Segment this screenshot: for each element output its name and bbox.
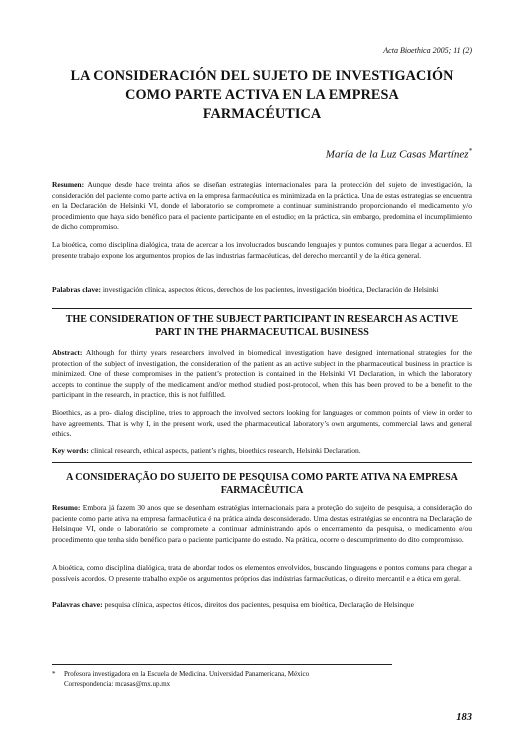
footnote-correspondence: Correspondencia: mcasas@mx.up.mx (64, 679, 171, 688)
abstract-en-label: Abstract: (52, 348, 83, 357)
footnote-mark: * (52, 670, 56, 678)
keywords-pt-label: Palavras chave: (52, 600, 103, 609)
abstract-en-text: Although for thirty years researchers involved in biomedical investigation have designed international strategies for the protection of the subject of investigation, the consideration of the patient as an active subject in the pharmaceutical business in practice is minimized. One of these compromises in the patient’s protection is contained in the Helsinki VI Declaration, in which the laboratory accepts to continue the supply of the medicament and/or method studied post-protocol, when this has been proved to be a benefit to the participant in the research, in practice, this is not fulfilled. (52, 348, 472, 400)
footnote-affiliation: Profesora investigadora en la Escuela de Medicina. Universidad Panamericana, México (64, 670, 310, 678)
paper-title: LA CONSIDERACIÓN DEL SUJETO DE INVESTIGACIÓN COMO PARTE ACTIVA EN LA EMPRESA FARMACÉUTICA (70, 68, 454, 122)
section-divider-en (52, 308, 472, 309)
author-name: María de la Luz Casas Martínez (325, 148, 469, 161)
footnote-rule (52, 664, 392, 665)
title-pt: A CONSIDERAÇÃO DO SUJEITO DE PESQUISA COMO PARTE ATIVA NA EMPRESA FARMACÊUTICA (66, 472, 458, 496)
keywords-en-text: clinical research, ethical aspects, patient’s rights, bioethics research, Helsinki Declaration. (88, 446, 361, 455)
abstract-pt-2: A bioética, como disciplina dialógica, trata de abordar todos os elementos envolvidos, buscando linguagens e pontos comuns para chegar a possíveis acordos. O presente trabalho expõe os argumentos próprios das indústrias farmacêuticas, o direito mercantil e a ética em geral. (52, 563, 472, 583)
abstract-es-2: La bioética, como disciplina dialógica, trata de acercar a los involucrados buscando lenguajes y puntos comunes para llegar a acuerdos. El presente trabajo expone los argumentos propios de las industrias farmacéuticas, del derecho mercantil y de la ética general. (52, 240, 472, 260)
keywords-es-text: investigación clínica, aspectos éticos, derechos de los pacientes, investigación bioética, Declaración de Helsinki (100, 285, 439, 294)
abstract-pt (52, 503, 472, 545)
title-en: THE CONSIDERATION OF THE SUBJECT PARTICIPANT IN RESEARCH AS ACTIVE PART IN THE PHARMACEUTICAL BUSINESS (65, 314, 459, 338)
abstract-es-text: Aunque desde hace treinta años se diseñan estrategias internacionales para la protección del sujeto de investigación, la consideración del paciente como parte activa en la empresa farmacéutica es minimizada en la práctica. Una de estas estrategias se encuentra en la Declaración de Helsinki VI, donde el laboratorio se compromete a continuar suministrando proporcionando el medicamento y/o procedimiento que haya sido benéfico para el paciente participante en el estudio; en la práctica, sin embargo, predomina el incumplimiento de dicho compromiso. (52, 180, 472, 232)
abstract-pt-text: Embora já fazem 30 anos que se desenham estratégias internacionais para a proteção do sujeito de pesquisa, a consideração do paciente como parte ativa na empresa farmacêutica é na prática ainda desconsiderado. Uma destas estratégias se encontra na Declaração de Helsinque VI, onde o laboratório se compromete a continuar administrando após o encerramento da pesquisa, o medicamento e/ou procedimento que tenha sido benéfico para o paciente participante do estudo. Na prática, ocorre o descumprimento do dito compromisso. (52, 503, 472, 544)
author-line (326, 147, 472, 161)
keywords-en (52, 446, 472, 457)
keywords-es-label: Palabras clave: (52, 285, 101, 294)
page-number: 183 (456, 712, 472, 723)
abstract-es (52, 180, 472, 233)
keywords-es (52, 285, 472, 296)
keywords-en-label: Key words: (52, 446, 89, 455)
abstract-en-2: Bioethics, as a pro- dialog discipline, tries to approach the involved sectors looking for languages or common points of view in order to have agreements. That is why I, in the present work, used the pharmaceutical laboratory’s own arguments, commercial laws and general ethics. (52, 408, 472, 439)
abstract-es-label: Resumen: (52, 180, 85, 189)
keywords-pt-text: pesquisa clínica, aspectos éticos, direitos dos pacientes, pesquisa em bioética, Declaração de Helsinque (102, 600, 414, 609)
keywords-pt (52, 600, 472, 611)
author-footnote-mark: * (468, 147, 472, 155)
journal-reference: Acta Bioethica 2005; 11 (2) (383, 46, 472, 55)
footnote (52, 670, 432, 689)
abstract-en (52, 348, 472, 401)
abstract-pt-label: Resumo: (52, 503, 81, 512)
section-divider-pt (52, 462, 472, 463)
